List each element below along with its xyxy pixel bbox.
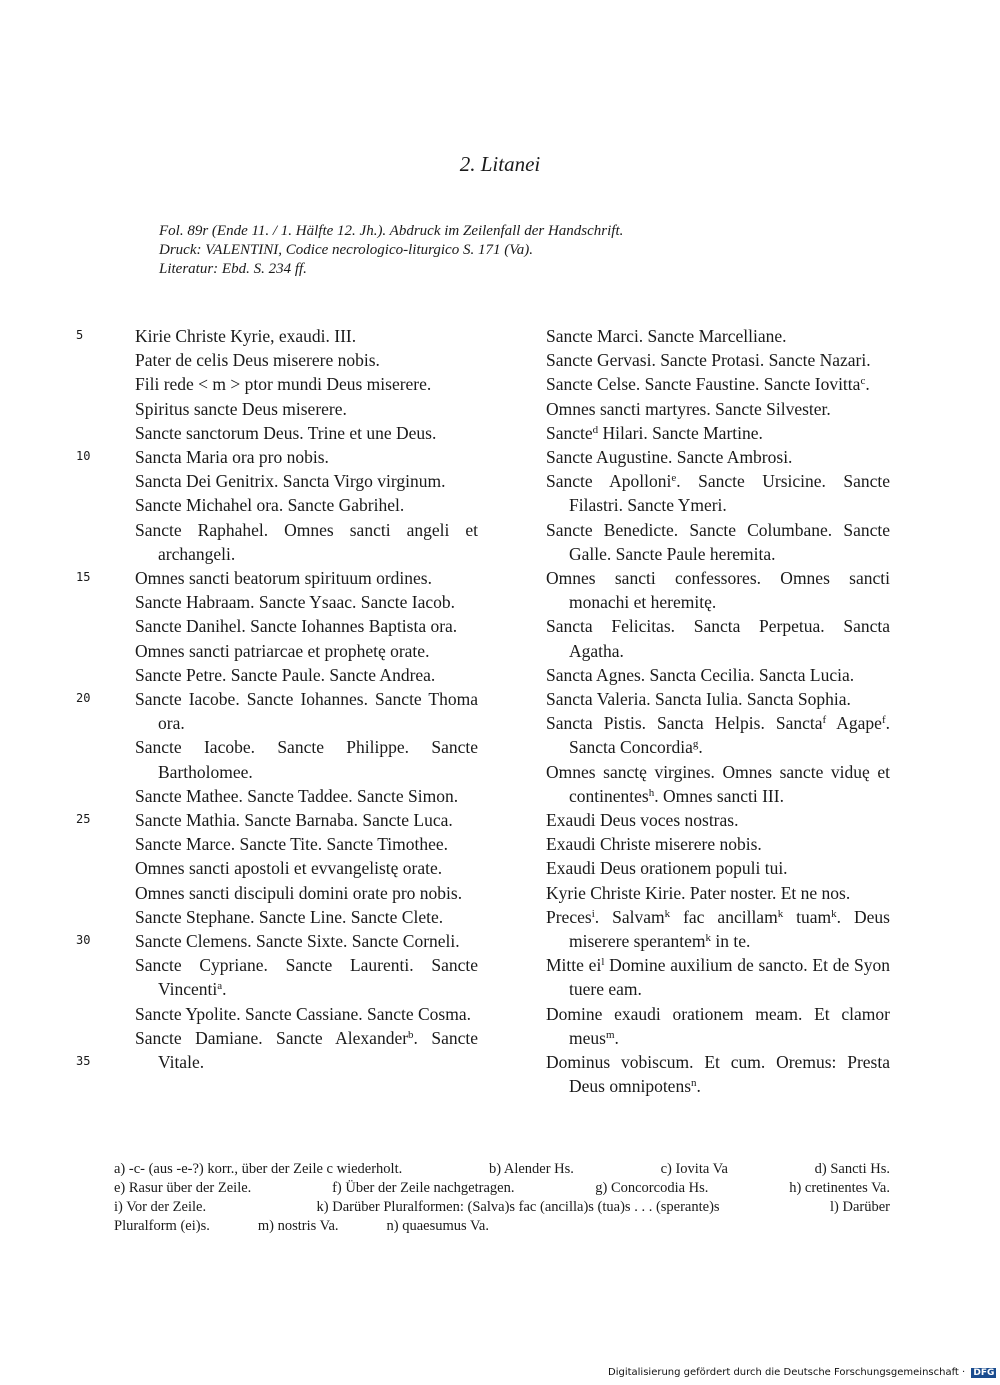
litany-line: Sancte Petre. Sancte Paule. Sancte Andrea. [135, 664, 436, 685]
footnote: a) -c- (aus -e-?) korr., über der Zeile c wiederholt. [114, 1161, 403, 1177]
litany-line: Sancte Michahel ora. Sancte Gabrihel. [135, 495, 405, 516]
right-column [546, 324, 890, 1099]
litany-line: Pater de celis Deus miserere nobis. [135, 350, 380, 371]
meta-line: Fol. 89r (Ende 11. / 1. Hälfte 12. Jh.). Abdruck im Zeilenfall der Handschrift. [159, 223, 624, 239]
litany-line: Sancte Apolloni$^e$. Sancte Ursicine. Sancte Filastri. Sancte Ymeri. [546, 471, 890, 516]
litany-line: Sancte Clemens. Sancte Sixte. Sancte Corneli. [135, 931, 460, 952]
footnote-row [114, 1217, 890, 1236]
litany-line: Domine exaudi orationem meam. Et clamor meus$^m$. [546, 1003, 890, 1048]
footnote-row [114, 1179, 890, 1198]
footnote-marker: k [777, 907, 784, 920]
left-column [135, 324, 478, 1074]
line-number: 35 [76, 1054, 91, 1068]
source-info [159, 222, 623, 279]
litany-line: Sancte Habraam. Sancte Ysaac. Sancte Iacob. [135, 592, 456, 613]
footnote-row [114, 1198, 890, 1217]
litany-line: Exaudi Deus voces nostras. [546, 810, 739, 831]
litany-line: Sancte sanctorum Deus. Trine et une Deus. [135, 422, 437, 443]
footnote: d) Sancti Hs. [814, 1161, 890, 1177]
footnote-marker: l [601, 956, 605, 969]
footnote-marker: a [217, 980, 223, 993]
footnote: b) Alender Hs. [488, 1161, 574, 1177]
litany-line: Kyrie Christe Kirie. Pater noster. Et ne nos. [546, 882, 851, 903]
line-number: 20 [76, 691, 91, 705]
footnote: m) nostris Va. [257, 1218, 339, 1234]
footnote-marker: i [591, 907, 595, 920]
line-number: 30 [76, 933, 91, 947]
footnote-marker: f [822, 714, 827, 727]
footnote-marker: f [881, 714, 886, 727]
litany-line: Exaudi Deus orationem populi tui. [546, 858, 788, 879]
litany-line: Mitte $ei^l$ Domine auxilium de sancto. Et de Syon tuere eam. [546, 955, 890, 1000]
litany-line: Omnes sancti martyres. Sancte Silvester. [546, 398, 831, 419]
footnote-marker: b [408, 1028, 414, 1041]
footnote: g) Concorcodia Hs. [595, 1180, 709, 1196]
litany-line: Omnes sanctę virgines. Omnes sancte viduę et continentes$^h$. Omnes sancti III. [546, 761, 890, 806]
litany-line: Dominus vobiscum. Et cum. Oremus: Presta Deus omnipotens$^n$. [546, 1052, 890, 1097]
litany-line: Omnes sancti beatorum spirituum ordines. [135, 568, 432, 589]
litany-line: Spiritus sancte Deus miserere. [135, 398, 347, 419]
litany-line: Sancte Gervasi. Sancte Protasi. Sancte Nazari. [546, 350, 871, 371]
litany-line: Sancte Cypriane. Sancte Laurenti. Sancte Vincenti$^a$. [135, 955, 478, 1000]
litany-line: Sancta Pistis. Sancta Helpis. Sancta$^f$ Agape$^f$. Sancta Concordia$^g$. [546, 713, 890, 758]
litany-line: Sancte Celse. Sancte Faustine. Sancte Iovitta$^c$. [546, 374, 870, 395]
footnote-marker: k [705, 932, 712, 945]
footnote: l) Darüber [830, 1199, 890, 1215]
footnote-marker: e [671, 472, 677, 485]
litany-line: Fili rede < m > ptor mundi Deus miserere. [135, 374, 432, 395]
funding-footer [608, 1367, 996, 1378]
litany-line: Sancte Benedicte. Sancte Columbane. Sancte Galle. Sancte Paule heremita. [546, 519, 890, 564]
litany-line: Sancte Raphahel. Omnes sancti angeli et archangeli. [135, 519, 478, 564]
page-title: 2. Litanei [459, 152, 541, 176]
litany-line: Exaudi Christe miserere nobis. [546, 834, 762, 855]
litany-line: Sancte Marce. Sancte Tite. Sancte Timothee. [135, 834, 449, 855]
footnotes [114, 1160, 890, 1236]
litany-line: Omnes sancti patriarcae et prophetę orate. [135, 640, 430, 661]
footnote-marker: c [860, 375, 866, 388]
litany-line: Sancte Mathee. Sancte Taddee. Sancte Simon. [135, 785, 459, 806]
footnote: n) quaesumus Va. [386, 1218, 489, 1234]
litany-line: Sancta Dei Genitrix. Sancta Virgo virginum. [135, 471, 446, 492]
litany-line: Sancte Iacobe. Sancte Philippe. Sancte Bartholomee. [135, 737, 478, 782]
footnote-marker: g [692, 738, 699, 751]
litany-line: Sancte Marci. Sancte Marcelliane. [546, 326, 787, 346]
footnote-marker: m [605, 1028, 615, 1041]
footnote: Pluralform (ei)s. [114, 1218, 210, 1234]
footnote-row [114, 1160, 890, 1179]
litany-line: Sancte Augustine. Sancte Ambrosi. [546, 447, 793, 468]
footnote: k) Darüber Pluralformen: (Salva)s fac (ancilla)s (tua)s . . . (sperante)s [316, 1199, 720, 1215]
litany-line: Sancte Stephane. Sancte Line. Sancte Clete. [135, 906, 444, 927]
meta-line: Literatur: Ebd. S. 234 ff. [159, 261, 307, 277]
footnote: f) Über der Zeile nachgetragen. [332, 1180, 515, 1196]
meta-line: Druck: VALENTINI, Codice necrologico-liturgico S. 171 (Va). [159, 242, 533, 258]
dfg-logo: DFG [973, 1368, 995, 1378]
litany-line: Sancta Maria ora pro nobis. [135, 447, 329, 468]
line-number: 15 [76, 570, 91, 584]
litany-line: Omnes sancti apostoli et evvangelistę orate. [135, 858, 443, 879]
litany-line: Omnes sancti discipuli domini orate pro nobis. [135, 882, 463, 903]
litany-line: Sancta Felicitas. Sancta Perpetua. Sancta Agatha. [546, 616, 890, 661]
footnote-marker: d [592, 423, 599, 436]
litany-line: Kirie Christe Kyrie, exaudi. III. [135, 326, 357, 346]
litany-line: Sancte Damiane. Sancte Alexander$^b$. Sancte Vitale. [135, 1027, 478, 1073]
footnote: i) Vor der Zeile. [114, 1199, 207, 1215]
footnote-marker: n [691, 1077, 697, 1090]
footnote-marker: k [664, 907, 671, 920]
footnote: h) cretinentes Va. [789, 1180, 890, 1196]
footnote-marker: k [831, 907, 837, 920]
litany-line: Omnes sancti confessores. Omnes sancti monachi et heremitę. [546, 568, 890, 613]
footnote-marker: h [648, 786, 655, 799]
litany-line: Preces$^i$. Salvam$^k$ fac ancillam$^k$ tuam$^k$. Deus miserere sperantem$^k$ in te. [546, 906, 890, 952]
footnote: e) Rasur über der Zeile. [114, 1180, 252, 1196]
litany-line: Sancta Valeria. Sancta Iulia. Sancta Sophia. [546, 689, 851, 710]
footnote: c) Iovita Va [660, 1161, 728, 1177]
line-number: 25 [76, 812, 91, 826]
litany-line: Sancte Mathia. Sancte Barnaba. Sancte Luca. [135, 810, 453, 831]
litany-line: Sancte Ypolite. Sancte Cassiane. Sancte Cosma. [135, 1003, 471, 1024]
line-number: 10 [76, 449, 91, 463]
litany-line: Sancta Agnes. Sancta Cecilia. Sancta Lucia. [546, 664, 855, 685]
litany-line: Sancte$^d$ Hilari. Sancte Martine. [546, 422, 763, 443]
litany-line: Sancte Iacobe. Sancte Iohannes. Sancte Thoma ora. [135, 689, 478, 734]
line-number: 5 [76, 328, 84, 342]
footer-text: Digitalisierung gefördert durch die Deutsche Forschungsgemeinschaft · [608, 1367, 966, 1378]
litany-line: Sancte Danihel. Sancte Iohannes Baptista ora. [135, 616, 458, 637]
